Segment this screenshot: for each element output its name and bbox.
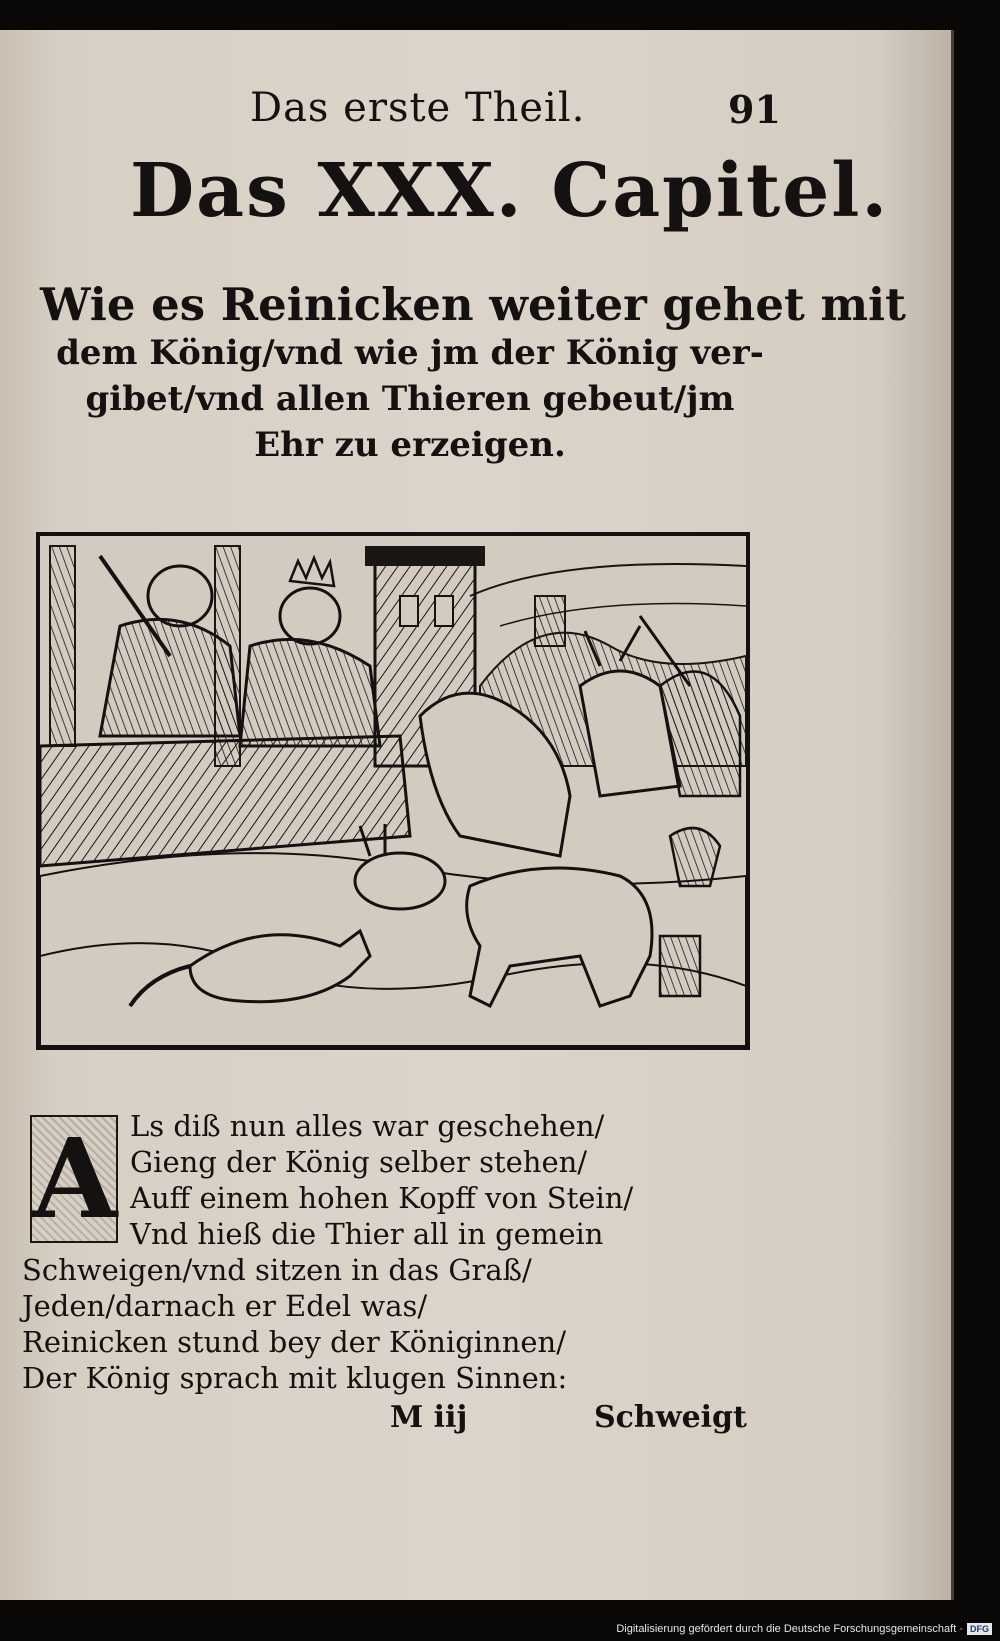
running-head: Das erste Theil. (250, 85, 586, 131)
subtitle-line: dem König/vnd wie jm der König ver- (56, 333, 764, 373)
verse-line: Gieng der König selber stehen/ (130, 1145, 588, 1179)
verse-line: Vnd hieß die Thier all in gemein (130, 1217, 604, 1251)
dfg-logo: DFG (967, 1623, 992, 1635)
verse-line: Jeden/darnach er Edel was/ (22, 1289, 428, 1323)
subtitle-line: Wie es Reinicken weiter gehet mit (40, 278, 906, 331)
page-number: 91 (728, 87, 781, 132)
woodcut-illustration (36, 532, 750, 1050)
subtitle-line: Ehr zu erzeigen. (254, 425, 566, 465)
signature-mark: M iij (390, 1400, 468, 1435)
decorated-initial: A (32, 1114, 118, 1243)
verse-line: Ls diß nun alles war geschehen/ (130, 1109, 605, 1143)
verse-line: Auff einem hohen Kopff von Stein/ (130, 1181, 634, 1215)
subtitle-line: gibet/vnd allen Thieren gebeut/jm (85, 379, 735, 419)
verse-line: Reinicken stund bey der Königinnen/ (22, 1325, 567, 1359)
woodcut-illustration-icon (40, 536, 746, 1046)
digitization-credit (616, 1623, 992, 1635)
chapter-subtitle (40, 278, 906, 468)
verse-line: Der König sprach mit klugen Sinnen: (22, 1361, 568, 1395)
verse-text (22, 1108, 722, 1396)
book-page (0, 30, 954, 1600)
credit-text: Digitalisierung gefördert durch die Deutsche Forschungsgemeinschaft · (616, 1623, 963, 1635)
verse-line: Schweigen/vnd sitzen in das Graß/ (22, 1253, 532, 1287)
chapter-title: Das XXX. Capitel. (130, 148, 890, 234)
catchword: Schweigt (594, 1400, 747, 1435)
